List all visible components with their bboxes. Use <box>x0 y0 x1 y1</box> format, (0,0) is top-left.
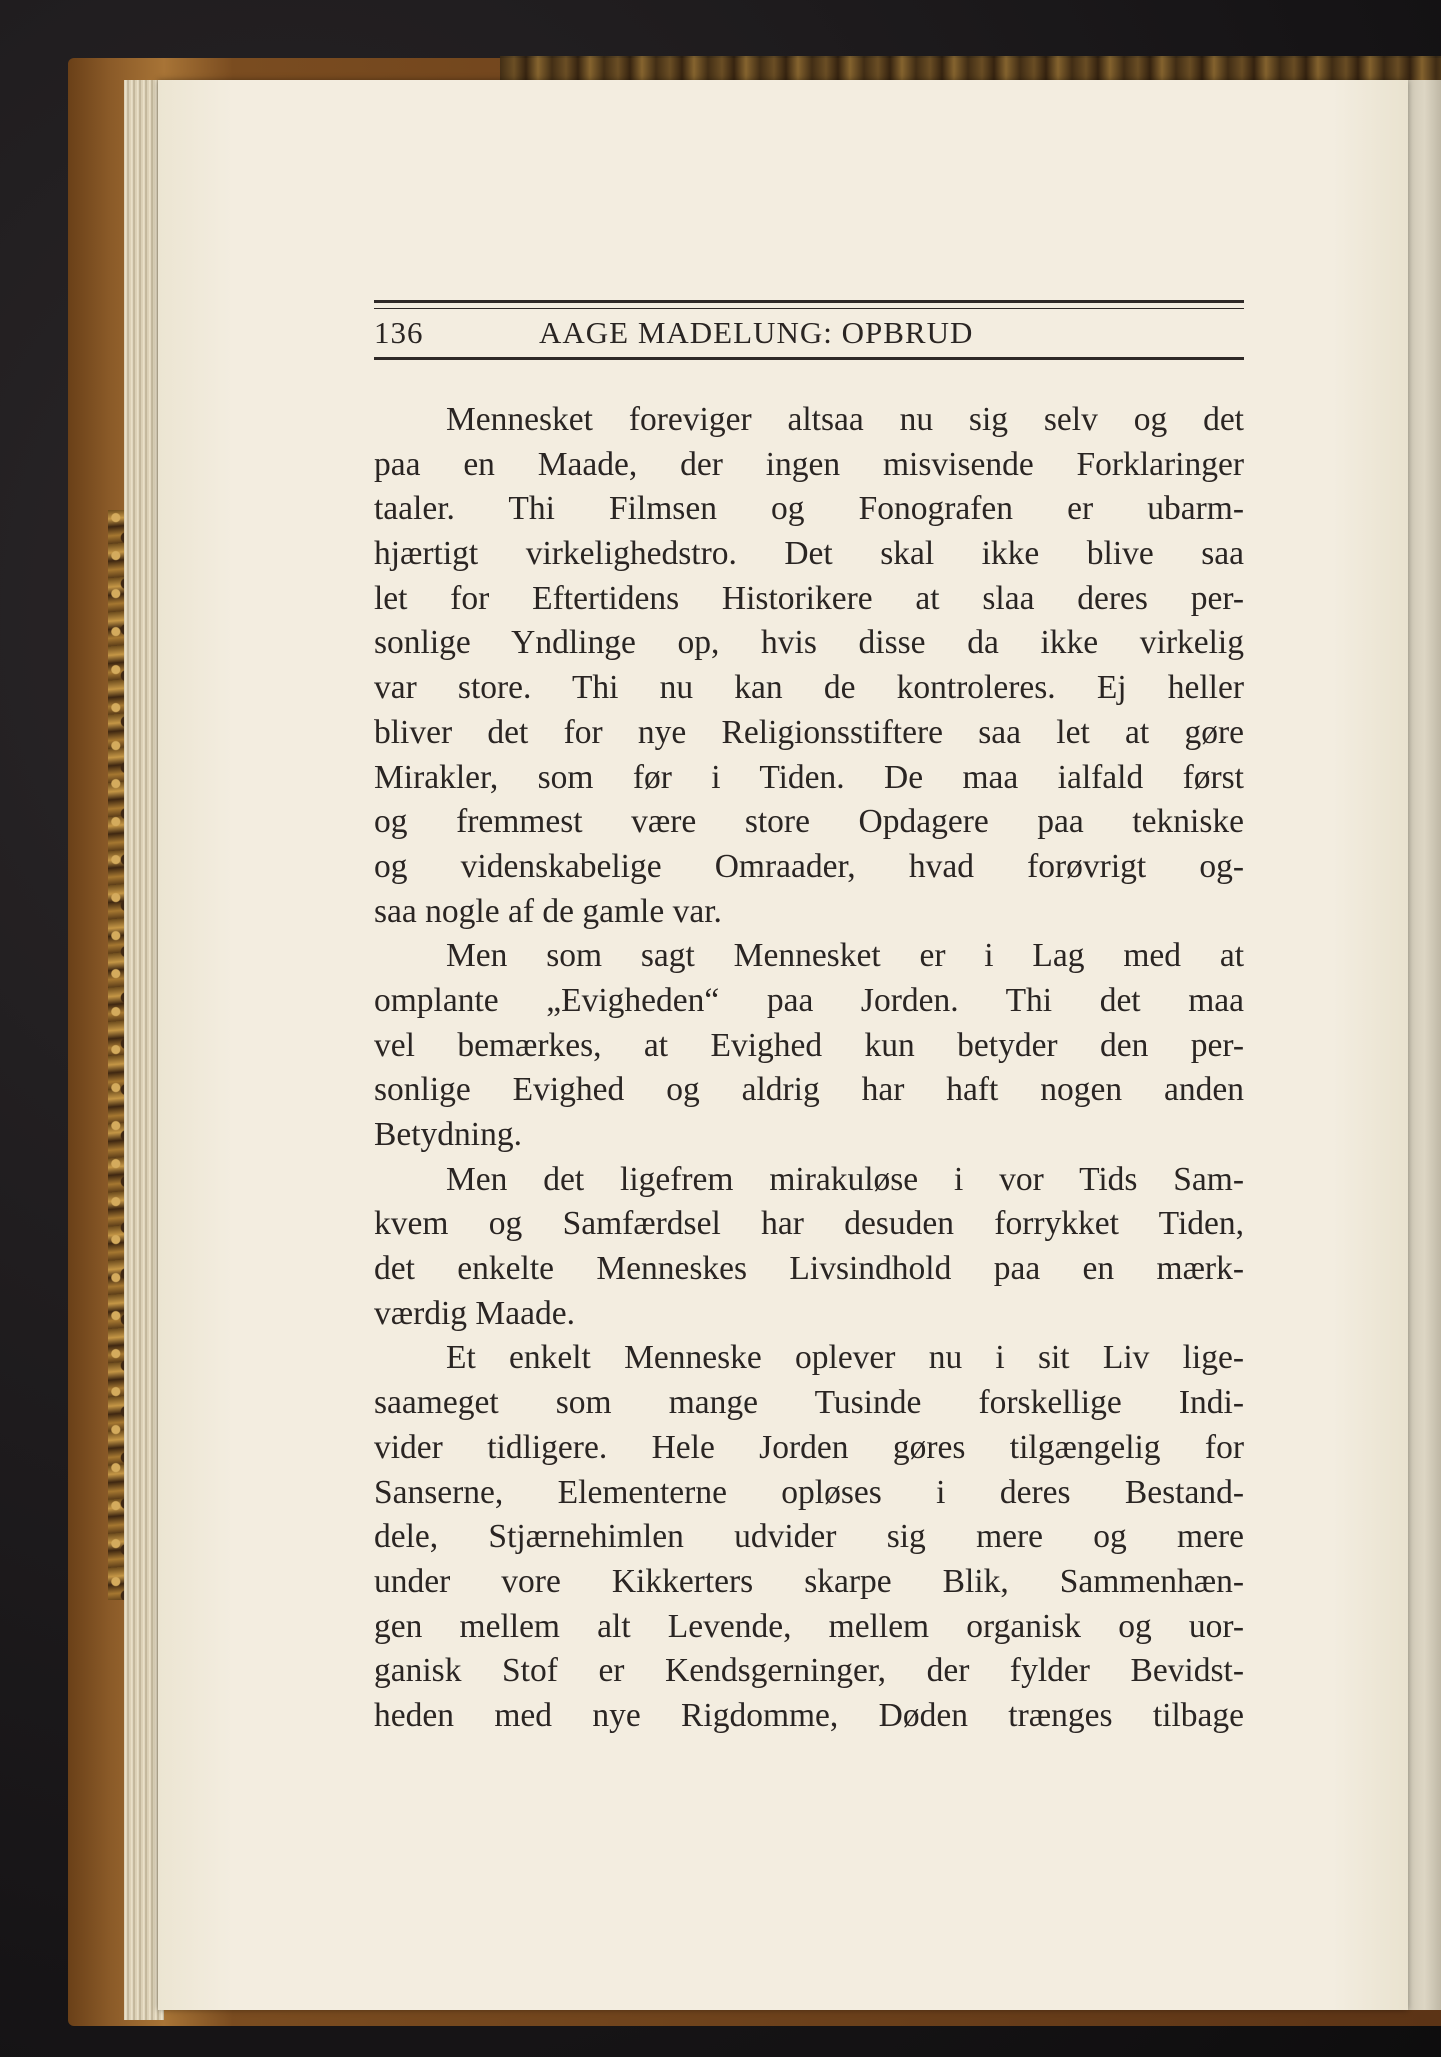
page-number: 136 <box>374 315 424 350</box>
text-line: heden med nye Rigdomme, Døden trænges tilbage <box>374 1696 1244 1734</box>
paragraph <box>374 1336 1244 1738</box>
paragraph <box>374 398 1244 934</box>
text-line: og fremmest være store Opdagere paa tekniske <box>374 803 1244 841</box>
text-line: dele, Stjærnehimlen udvider sig mere og mere <box>374 1518 1244 1556</box>
text-line: under vore Kikkerters skarpe Blik, Sammenhæn- <box>374 1562 1244 1600</box>
body-text <box>374 398 1244 1739</box>
header-rule-bottom <box>374 357 1244 360</box>
text-line: det enkelte Menneskes Livsindhold paa en mærk- <box>374 1250 1244 1288</box>
text-line: og videnskabelige Omraader, hvad forøvrigt og- <box>374 847 1244 885</box>
text-line: Mennesket foreviger altsaa nu sig selv og det <box>446 401 1244 438</box>
text-line: Betydning. <box>374 1116 522 1153</box>
text-line: bliver det for nye Religionsstiftere saa let at gøre <box>374 713 1244 751</box>
paragraph <box>374 934 1244 1157</box>
running-head <box>374 311 1244 355</box>
text-line: Mirakler, som før i Tiden. De maa ialfald først <box>374 758 1244 796</box>
text-line: værdig Maade. <box>374 1294 575 1332</box>
header-rule-top <box>374 300 1244 309</box>
cover-top-edge <box>500 56 1441 80</box>
text-line: taaler. Thi Filmsen og Fonografen er ubarm- <box>374 490 1244 528</box>
text-line: saa nogle af de gamle var. <box>374 892 722 930</box>
text-line: hjærtigt virkelighedstro. Det skal ikke blive saa <box>374 535 1244 573</box>
facing-page-edge <box>1408 80 1441 2010</box>
text-line: Men det ligefrem mirakuløse i vor Tids Sam- <box>446 1160 1244 1198</box>
page-content <box>374 300 1244 1739</box>
text-line: sonlige Yndlinge op, hvis disse da ikke virkelig <box>374 624 1244 662</box>
text-line: Men som sagt Mennesket er i Lag med at <box>446 937 1244 975</box>
text-line: omplante „Evigheden“ paa Jorden. Thi det maa <box>374 981 1244 1019</box>
running-title: AAGE MADELUNG: OPBRUD <box>539 315 974 350</box>
text-line: paa en Maade, der ingen misvisende Forklaringer <box>374 445 1244 483</box>
text-line: vel bemærkes, at Evighed kun betyder den per- <box>374 1026 1244 1064</box>
text-line: kvem og Samfærdsel har desuden forrykket Tiden, <box>374 1205 1244 1243</box>
text-line: var store. Thi nu kan de kontroleres. Ej heller <box>374 669 1244 707</box>
text-line: Sanserne, Elementerne opløses i deres Bestand- <box>374 1473 1244 1511</box>
text-line: gen mellem alt Levende, mellem organisk og uor- <box>374 1607 1244 1645</box>
text-line: saameget som mange Tusinde forskellige Indi- <box>374 1384 1244 1422</box>
text-line: let for Eftertidens Historikere at slaa deres per- <box>374 579 1244 617</box>
text-line: vider tidligere. Hele Jorden gøres tilgængelig for <box>374 1428 1244 1466</box>
paragraph <box>374 1158 1244 1337</box>
text-line: Et enkelt Menneske oplever nu i sit Liv lige- <box>446 1339 1244 1377</box>
text-line: sonlige Evighed og aldrig har haft nogen anden <box>374 1071 1244 1109</box>
text-line: ganisk Stof er Kendsgerninger, der fylder Bevidst- <box>374 1652 1244 1690</box>
